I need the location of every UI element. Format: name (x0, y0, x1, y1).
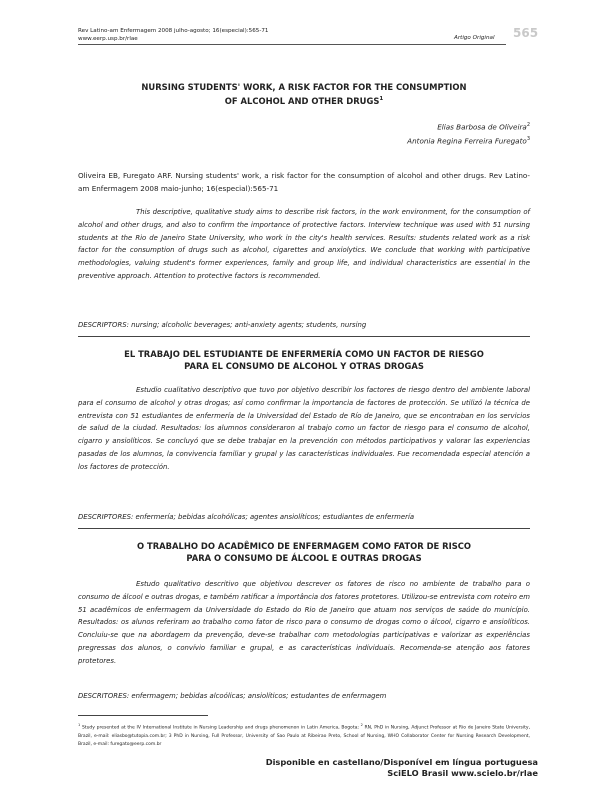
author-list (407, 119, 530, 148)
english-title-line-1: NURSING STUDENTS' WORK, A RISK FACTOR FOR THE CONSUMPTION (141, 82, 467, 92)
footnote-text-1: Study presented at the IV International Institute in Nursing Leadership and drugs phenomenon in Latin America, Bogota; (80, 725, 361, 731)
article-type: Artigo Original (454, 35, 495, 41)
english-title-line-2: OF ALCOHOL AND OTHER DRUGS (224, 95, 380, 106)
spanish-title-line-1: EL TRABAJO DEL ESTUDIANTE DE ENFERMERÍA COMO UN FACTOR DE RIESGO (124, 349, 484, 359)
section-divider-1 (78, 336, 530, 337)
spanish-title-line-2: PARA EL CONSUMO DE ALCOHOL Y OTRAS DROGAS (184, 361, 424, 371)
title-footnote-mark: 1 (379, 96, 384, 102)
citation: Oliveira EB, Furegato ARF. Nursing students' work, a risk factor for the consumption of alcohol and other drugs. Rev Latino-am Enfermagem 2008 maio-junho; 16(especial):565-71 (78, 171, 530, 193)
journal-url[interactable]: www.eerp.usp.br/rlae (78, 36, 138, 42)
spanish-title (78, 348, 530, 372)
page-number: 565 (513, 26, 539, 40)
english-descriptors: DESCRIPTORS: nursing; alcoholic beverages; anti-anxiety agents; students, nursing (78, 321, 367, 329)
author-2-note: 3 (526, 136, 530, 143)
footnote-divider (78, 715, 208, 716)
running-header (78, 27, 268, 43)
author-1: Elias Barbosa de Oliveira (437, 122, 527, 132)
author-1-note: 2 (526, 122, 530, 128)
portuguese-title-line-2: PARA O CONSUMO DE ÁLCOOL E OUTRAS DROGAS (186, 553, 422, 563)
english-title (78, 81, 530, 107)
language-availability: Disponible en castellano/Disponível em língua portuguesa (265, 757, 538, 767)
header-divider (78, 44, 506, 45)
footnote (78, 721, 530, 749)
portuguese-title (78, 540, 530, 564)
footnote-mark-1: 1 (78, 723, 81, 727)
portuguese-abstract: Estudo qualitativo descritivo que objetivou descrever os fatores de risco no ambiente de trabalho para o consumo de álcool e outras drogas, e também ratificar a importância dos fatores protetores. Utilizou-se entrevista com roteiro em 51 acadêmicos de enfermagem da Universidade do Estado do Rio de Janeiro que atuam nos serviços de saúde do município. Resultados: os alunos referiram ao trabalho como fator de risco para o consumo de drogas como o álcool, cigarro e ansiolíticos. Concluiu-se que na abordagem da prevenção, deve-se trabalhar com metodologias participativas e valorizar as experiências pregressas dos alunos, o convívio familiar e grupal, e as características individuais. Recomenda-se atenção aos fatores protetores. (78, 580, 530, 665)
english-abstract: This descriptive, qualitative study aims to describe risk factors, in the work environment, for the consumption of alcohol and other drugs, and also to confirm the importance of protective factors. Interview technique was used with 51 nursing students at the Rio de Janeiro State University, who work in the city's health services. Results: students related work as a risk factor for the consumption of drugs such as alcohol, cigarettes and anxiolytics. We conclude that working with participative methodologies, valuing student's former experiences, family and group life, and individual characteristics are essential in the preventive approach. Attention to protective factors is recommended. (78, 208, 530, 280)
scielo-link[interactable]: SciELO Brasil www.scielo.br/rlae (387, 768, 538, 778)
footnote-mark-2: 2 (360, 723, 363, 727)
author-2: Antonia Regina Ferreira Furegato (407, 136, 527, 146)
spanish-descriptors: DESCRIPTORES: enfermería; bebidas alcohólicas; agentes ansiolíticos; estudiantes de enfermería (78, 513, 415, 521)
page-footer (266, 757, 538, 779)
footnote-text-2: RN, PhD in Nursing, Adjunct Professor at Rio de Janeiro State University, Brazil, e-mail: eliasbo@tutopia.com.br; 3 PhD in Nursing, Full Professor, University of Sao Paulo at Ribeirao Preto, School of Nursing, WHO Collaborator Center for Nursing Research Development, Brazil, e-mail: furegato@eerp.com.br (78, 725, 531, 747)
portuguese-descriptors: DESCRITORES: enfermagem; bebidas alcoólicas; ansiolíticos; estudantes de enfermagem (78, 692, 387, 700)
journal-reference: Rev Latino-am Enfermagem 2008 julho-agosto; 16(especial):565-71 (78, 28, 269, 34)
spanish-abstract: Estudio cualitativo descriptivo que tuvo por objetivo describir los factores de riesgo dentro del ambiente laboral para el consumo de alcohol y otras drogas; así como confirmar la importancia de factores de protección. Se utilizó la técnica de entrevista con 51 estudiantes de enfermería de la Universidad del Estado de Río de Janeiro, que se encontraban en los servicios de salud de la ciudad. Resultados: los alumnos consideraron al trabajo como un factor de riesgo para el consumo de alcohol, cigarro y ansiolíticos. Se concluyó que se debe trabajar en la prevención con métodos participativos y valorar las experiencias pasadas de los alumnos, la convivencia familiar y grupal y las características individuales. Fue recomendada especial atención a los factores de protección. (78, 386, 530, 471)
portuguese-title-line-1: O TRABALHO DO ACADÊMICO DE ENFERMAGEM COMO FATOR DE RISCO (136, 541, 472, 551)
section-divider-2 (78, 528, 530, 529)
